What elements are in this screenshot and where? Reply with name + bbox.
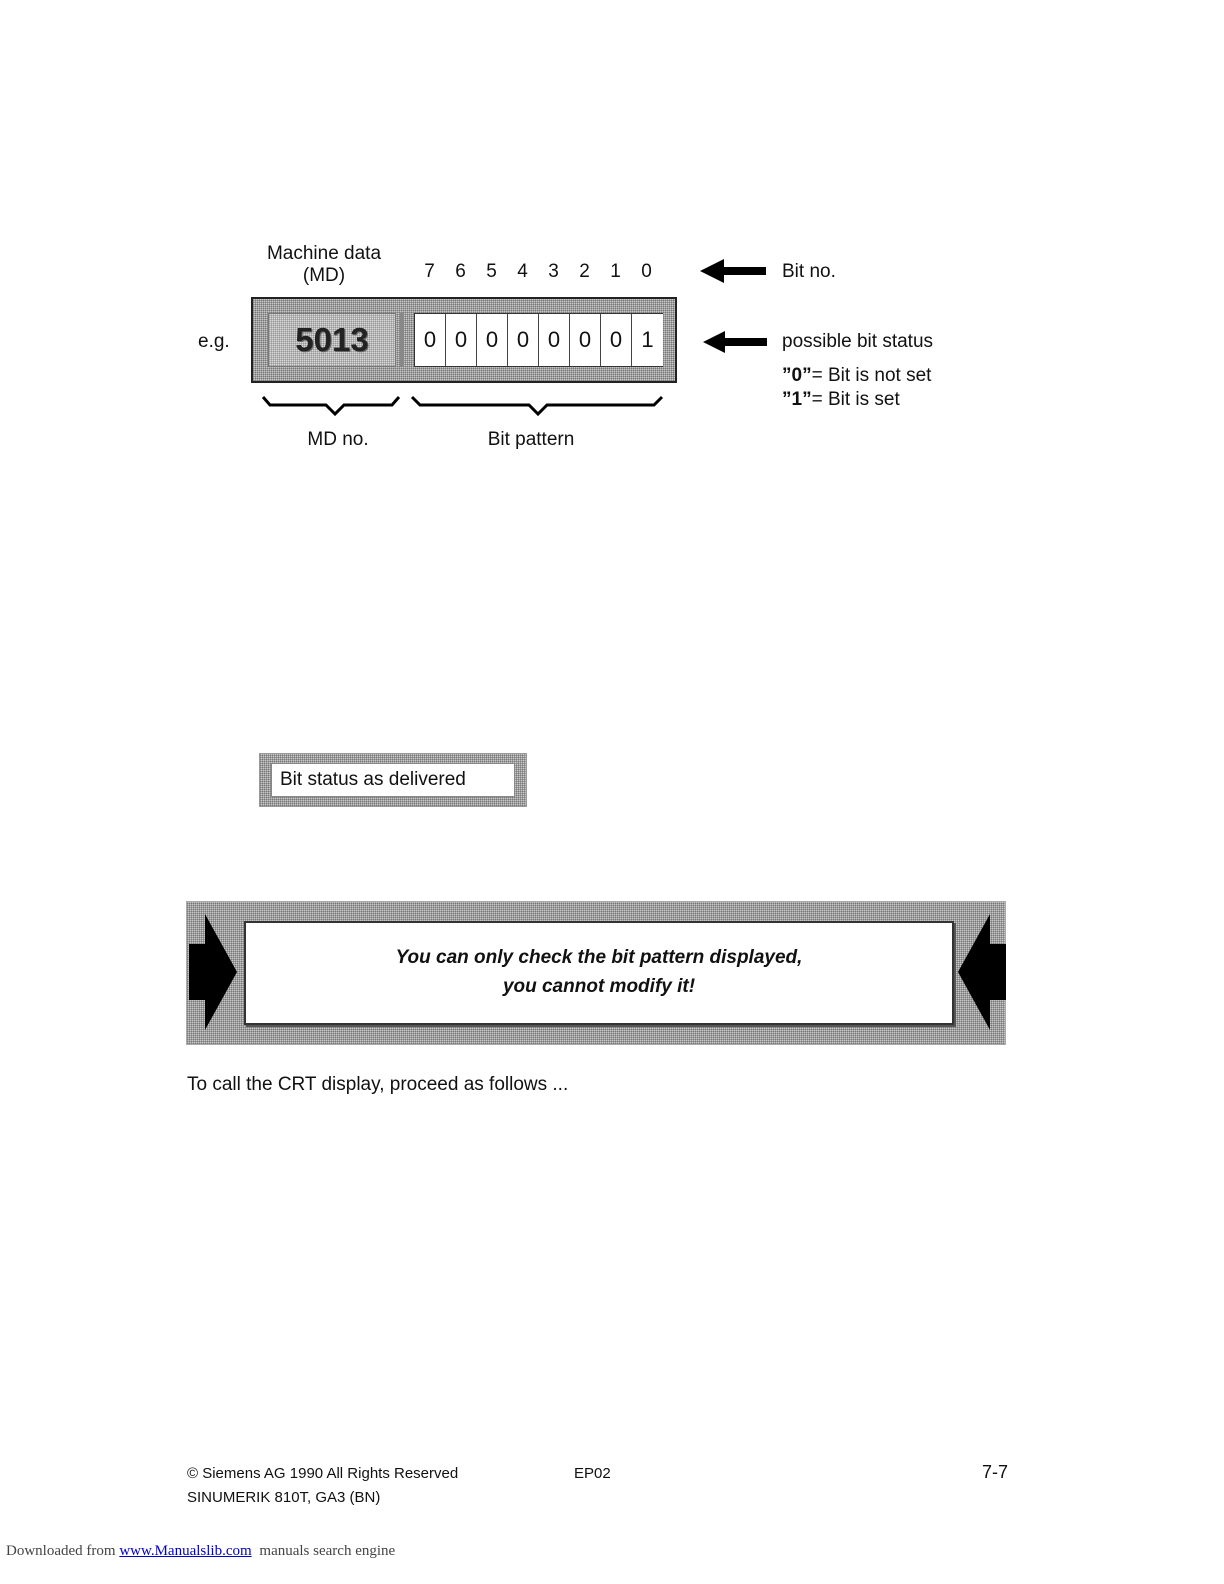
- md-number-field: [268, 313, 396, 367]
- bit-number: 1: [610, 261, 621, 282]
- bit-number: 0: [641, 261, 652, 282]
- md-label-line2: (MD): [302, 265, 346, 286]
- status-zero-key: ”0”: [782, 365, 812, 386]
- status-one-line: [782, 389, 900, 411]
- manualslib-link[interactable]: www.Manualslib.com: [119, 1543, 252, 1559]
- possible-bit-status-label: possible bit status: [782, 331, 934, 352]
- bit-value-cell: 0: [446, 314, 477, 366]
- bit-value-cell: 0: [477, 314, 508, 366]
- status-zero-line: [782, 365, 931, 387]
- bit-number: 2: [579, 261, 590, 282]
- bit-value-cell: 0: [570, 314, 601, 366]
- note-panel: [244, 921, 954, 1025]
- bit-value-cell: 0: [415, 314, 446, 366]
- arrow-left-icon: [703, 328, 767, 356]
- bit-number: 7: [424, 261, 435, 282]
- download-prefix: Downloaded from: [6, 1543, 116, 1559]
- bit-pattern-brace-icon: [409, 394, 667, 418]
- bit-pattern-label: Bit pattern: [487, 429, 575, 450]
- footer-edition: EP02: [574, 1465, 611, 1482]
- note-box: [186, 901, 1006, 1045]
- arrow-left-icon: [700, 257, 766, 285]
- delivered-status-text: Bit status as delivered: [280, 769, 466, 790]
- md-no-brace-icon: [260, 394, 405, 418]
- bit-value-cell: 0: [508, 314, 539, 366]
- note-line2: you cannot modify it!: [502, 976, 696, 997]
- body-text: To call the CRT display, proceed as follows ...: [187, 1074, 569, 1095]
- footer-copyright: © Siemens AG 1990 All Rights Reserved: [187, 1465, 459, 1482]
- bit-no-label: Bit no.: [782, 261, 836, 282]
- bit-number: 5: [486, 261, 497, 282]
- bit-number: 3: [548, 261, 559, 282]
- download-line: [6, 1542, 395, 1560]
- bit-number-row: [414, 261, 662, 283]
- delivered-status-box: [259, 753, 527, 807]
- md-label: [258, 243, 390, 287]
- bit-value-cell: 0: [539, 314, 570, 366]
- bit-pattern-field: [414, 313, 663, 367]
- download-suffix: manuals search engine: [259, 1543, 396, 1559]
- status-zero-text: = Bit is not set: [811, 365, 932, 386]
- field-divider: [400, 313, 404, 367]
- bit-number: 4: [517, 261, 528, 282]
- bit-value-cell: 0: [601, 314, 632, 366]
- md-label-line1: Machine data: [266, 243, 382, 264]
- arrow-left-icon: [958, 912, 1006, 1032]
- md-number: 5013: [295, 321, 369, 358]
- eg-label: e.g.: [198, 331, 230, 352]
- md-no-label: MD no.: [307, 429, 369, 450]
- status-one-key: ”1”: [782, 389, 812, 410]
- bit-number: 6: [455, 261, 466, 282]
- footer-product: SINUMERIK 810T, GA3 (BN): [187, 1489, 381, 1506]
- md-display-box: [251, 297, 677, 383]
- note-line1: You can only check the bit pattern displayed,: [395, 947, 803, 968]
- footer-page-number: 7-7: [981, 1462, 1008, 1482]
- status-one-text: = Bit is set: [811, 389, 900, 410]
- arrow-right-icon: [189, 912, 237, 1032]
- bit-value-cell: 1: [632, 314, 663, 366]
- delivered-status-field: [271, 763, 515, 797]
